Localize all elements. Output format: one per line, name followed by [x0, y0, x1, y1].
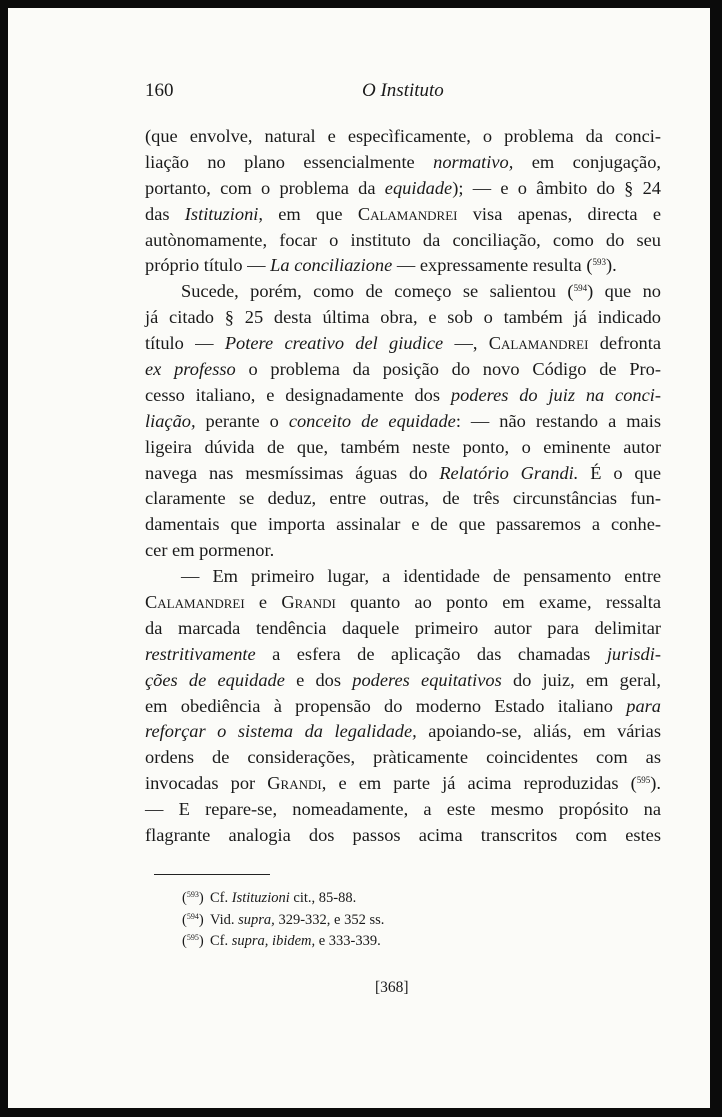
footnote-ref: 593: [592, 257, 606, 268]
page: [8, 8, 710, 1108]
body-text: [145, 124, 661, 849]
text-line: cesso italiano, e designadamente dos poderes do juiz na conci-: [145, 384, 661, 405]
text-line: navega nas mesmíssimas águas do Relatório Grandi. É o que: [145, 462, 661, 483]
text-line: ordens de considerações, pràticamente coincidentes com as: [145, 747, 661, 768]
text-line: claramente se deduz, entre outras, de três circunstâncias fun-: [145, 488, 661, 509]
text-line: reforçar o sistema da legalidade, apoiando-se, aliás, em várias: [145, 721, 661, 742]
text-line: ex professo o problema da posição do novo Código de Pro-: [145, 359, 662, 380]
text-line: restritivamente a esfera de aplicação das chamadas jurisdi-: [145, 643, 661, 664]
text-line: das Istituzioni, em que Calamandrei visa apenas, directa e: [145, 203, 661, 224]
text-line: título — Potere creativo del giudice —, Calamandrei defronta: [145, 333, 661, 354]
footnote-item: ($^{594}$) Vid. supra, 329-332, e 352 ss.: [182, 911, 385, 928]
footnote-ref: 595: [636, 775, 651, 786]
text-line: autònomamente, focar o instituto da conciliação, como do seu: [145, 229, 661, 250]
footnotes: [182, 888, 384, 953]
page-marker: [368]: [375, 979, 409, 996]
text-line: — E repare-se, nomeadamente, a este mesmo propósito na: [145, 799, 661, 820]
text-line: ligeira dúvida de que, também neste ponto, o eminente autor: [145, 436, 661, 457]
text-line: flagrante analogia dos passos acima transcritos com estes: [145, 825, 661, 846]
running-title: O Instituto: [362, 80, 444, 101]
running-header: [145, 80, 660, 108]
footnote-ref: 594: [573, 283, 588, 294]
text-line: damentais que importa assinalar e de que passaremos a conhe-: [145, 514, 661, 535]
footnote-divider: [154, 874, 270, 875]
footnote-item: ($^{593}$) Cf. Istituzioni cit., 85-88.: [182, 890, 357, 906]
text-line: (que envolve, natural e especìficamente, o problema da conci-: [145, 126, 661, 146]
text-line: Sucede, porém, como de começo se salientou ($^{594}$) que no: [181, 281, 661, 302]
text-line: liação, perante o conceito de equidade: — não restando a mais: [145, 410, 661, 431]
text-line: da marcada tendência daquele primeiro autor para delimitar: [145, 617, 661, 638]
text-line: próprio título — La conciliazione — expressamente resulta ($^{593}$).: [145, 255, 617, 276]
text-line: portanto, com o problema da equidade); — e o âmbito do § 24: [145, 177, 661, 198]
text-line: ções de equidade e dos poderes equitativos do juiz, em geral,: [145, 669, 661, 690]
text-line: cer em pormenor.: [145, 540, 275, 561]
footnote-item: ($^{595}$) Cf. supra, ibidem, e 333-339.: [182, 933, 381, 949]
text-line: Calamandrei e Grandi quanto ao ponto em exame, ressalta: [145, 592, 661, 613]
text-line: invocadas por Grandi, e em parte já acima reproduzidas ($^{595}$).: [145, 773, 661, 794]
page-number: 160: [145, 80, 174, 101]
text-line: em obediência à propensão do moderno Estado italiano para: [145, 695, 661, 716]
text-line: liação no plano essencialmente normativo, em conjugação,: [145, 151, 661, 172]
text-line: — Em primeiro lugar, a identidade de pensamento entre: [181, 566, 661, 587]
text-line: já citado § 25 desta última obra, e sob o também já indicado: [145, 307, 661, 328]
